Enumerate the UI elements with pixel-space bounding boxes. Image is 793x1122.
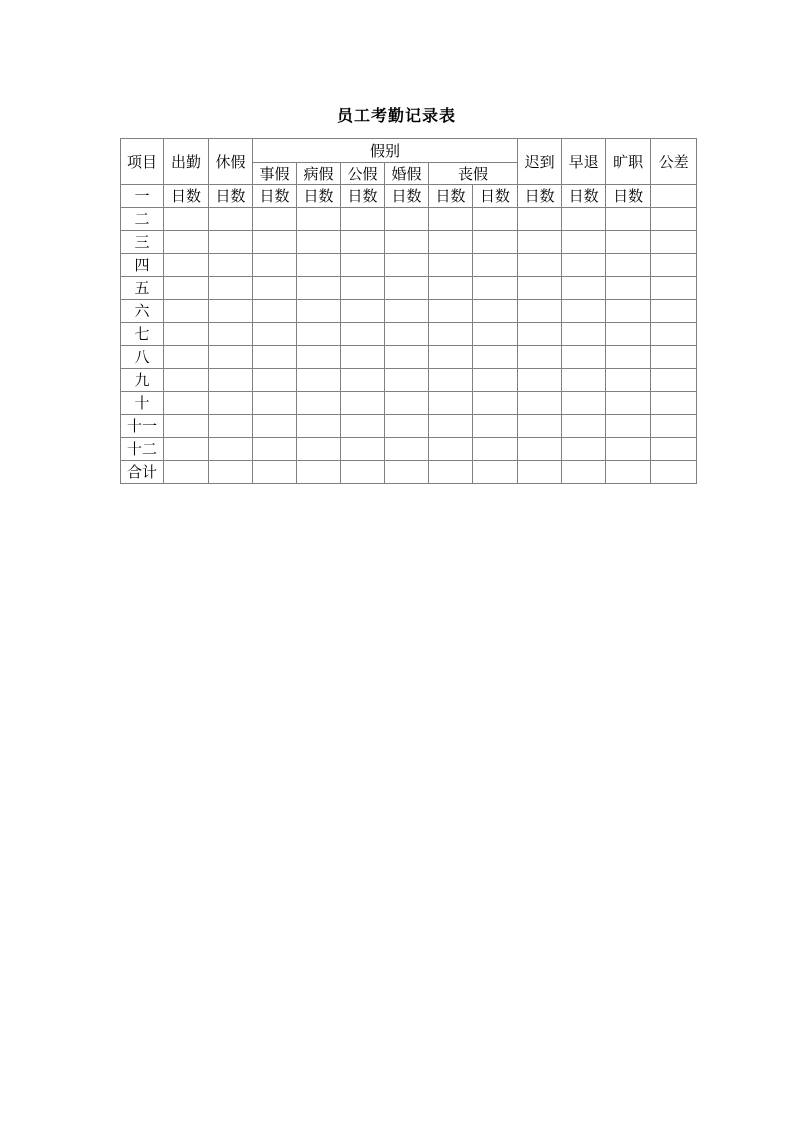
entry-cell[interactable] xyxy=(164,323,209,346)
entry-cell[interactable] xyxy=(253,254,297,277)
entry-cell[interactable] xyxy=(473,208,518,231)
entry-cell[interactable] xyxy=(473,300,518,323)
entry-cell[interactable] xyxy=(562,231,606,254)
entry-cell[interactable] xyxy=(341,438,385,461)
entry-cell[interactable] xyxy=(429,346,473,369)
unit-cell: 日数 xyxy=(341,185,385,208)
entry-cell[interactable] xyxy=(429,369,473,392)
entry-cell[interactable] xyxy=(164,300,209,323)
header-absent: 旷职 xyxy=(606,139,651,185)
empty-cell[interactable] xyxy=(651,185,697,208)
entry-cell[interactable] xyxy=(164,369,209,392)
entry-cell[interactable] xyxy=(341,346,385,369)
entry-cell[interactable] xyxy=(518,346,562,369)
entry-cell[interactable] xyxy=(209,323,253,346)
header-public-leave: 公假 xyxy=(341,163,385,185)
entry-cell[interactable] xyxy=(297,438,341,461)
entry-cell[interactable] xyxy=(651,323,697,346)
entry-cell[interactable] xyxy=(297,415,341,438)
table-title: 员工考勤记录表 xyxy=(336,106,456,125)
unit-cell: 日数 xyxy=(606,185,651,208)
entry-cell[interactable] xyxy=(518,392,562,415)
entry-cell[interactable] xyxy=(562,277,606,300)
entry-cell[interactable] xyxy=(606,300,651,323)
row-label: 八 xyxy=(121,346,164,369)
entry-cell[interactable] xyxy=(209,277,253,300)
entry-cell[interactable] xyxy=(518,231,562,254)
row-label: 一 xyxy=(121,185,164,208)
header-rest: 休假 xyxy=(209,139,253,185)
entry-cell[interactable] xyxy=(429,392,473,415)
header-business-trip: 公差 xyxy=(651,139,697,185)
entry-cell[interactable] xyxy=(473,277,518,300)
entry-cell[interactable] xyxy=(164,231,209,254)
entry-cell[interactable] xyxy=(385,369,429,392)
entry-cell[interactable] xyxy=(385,323,429,346)
entry-cell[interactable] xyxy=(651,208,697,231)
header-item: 项目 xyxy=(121,139,164,185)
entry-cell[interactable] xyxy=(473,461,518,484)
header-personal-leave: 事假 xyxy=(253,163,297,185)
entry-cell[interactable] xyxy=(341,300,385,323)
entry-cell[interactable] xyxy=(341,277,385,300)
row-label: 十 xyxy=(121,392,164,415)
unit-cell: 日数 xyxy=(562,185,606,208)
row-label: 十二 xyxy=(121,438,164,461)
entry-cell[interactable] xyxy=(651,438,697,461)
entry-cell[interactable] xyxy=(606,438,651,461)
entry-cell[interactable] xyxy=(164,346,209,369)
entry-cell[interactable] xyxy=(518,415,562,438)
row-label: 五 xyxy=(121,277,164,300)
entry-cell[interactable] xyxy=(429,461,473,484)
entry-cell[interactable] xyxy=(341,415,385,438)
entry-cell[interactable] xyxy=(209,461,253,484)
entry-cell[interactable] xyxy=(253,346,297,369)
row-label: 九 xyxy=(121,369,164,392)
entry-cell[interactable] xyxy=(209,346,253,369)
entry-cell[interactable] xyxy=(209,415,253,438)
entry-cell[interactable] xyxy=(606,392,651,415)
entry-cell[interactable] xyxy=(473,231,518,254)
entry-cell[interactable] xyxy=(651,415,697,438)
row-label: 七 xyxy=(121,323,164,346)
entry-cell[interactable] xyxy=(562,346,606,369)
entry-cell[interactable] xyxy=(385,254,429,277)
header-early-leave: 早退 xyxy=(562,139,606,185)
entry-cell[interactable] xyxy=(385,208,429,231)
entry-cell[interactable] xyxy=(209,300,253,323)
unit-cell: 日数 xyxy=(518,185,562,208)
row-label: 六 xyxy=(121,300,164,323)
entry-cell[interactable] xyxy=(297,231,341,254)
unit-cell: 日数 xyxy=(385,185,429,208)
entry-cell[interactable] xyxy=(341,369,385,392)
entry-cell[interactable] xyxy=(209,231,253,254)
table-row xyxy=(121,346,697,369)
entry-cell[interactable] xyxy=(562,415,606,438)
entry-cell[interactable] xyxy=(297,323,341,346)
unit-cell: 日数 xyxy=(164,185,209,208)
entry-cell[interactable] xyxy=(429,277,473,300)
entry-cell[interactable] xyxy=(473,438,518,461)
entry-cell[interactable] xyxy=(297,346,341,369)
entry-cell[interactable] xyxy=(518,461,562,484)
unit-cell: 日数 xyxy=(297,185,341,208)
table-row xyxy=(121,461,697,484)
entry-cell[interactable] xyxy=(606,323,651,346)
entry-cell[interactable] xyxy=(341,323,385,346)
entry-cell[interactable] xyxy=(562,323,606,346)
entry-cell[interactable] xyxy=(164,461,209,484)
entry-cell[interactable] xyxy=(341,392,385,415)
header-sick-leave: 病假 xyxy=(297,163,341,185)
entry-cell[interactable] xyxy=(562,254,606,277)
entry-cell[interactable] xyxy=(209,369,253,392)
unit-cell: 日数 xyxy=(429,185,473,208)
entry-cell[interactable] xyxy=(209,392,253,415)
entry-cell[interactable] xyxy=(562,438,606,461)
entry-cell[interactable] xyxy=(429,300,473,323)
entry-cell[interactable] xyxy=(606,461,651,484)
entry-cell[interactable] xyxy=(341,208,385,231)
entry-cell[interactable] xyxy=(253,300,297,323)
unit-row xyxy=(121,185,697,208)
unit-cell: 日数 xyxy=(253,185,297,208)
entry-cell[interactable] xyxy=(606,277,651,300)
entry-cell[interactable] xyxy=(518,323,562,346)
entry-cell[interactable] xyxy=(562,461,606,484)
entry-cell[interactable] xyxy=(209,254,253,277)
entry-cell[interactable] xyxy=(297,392,341,415)
entry-cell[interactable] xyxy=(651,392,697,415)
unit-cell: 日数 xyxy=(209,185,253,208)
entry-cell[interactable] xyxy=(297,369,341,392)
header-late: 迟到 xyxy=(518,139,562,185)
entry-cell[interactable] xyxy=(651,346,697,369)
entry-cell[interactable] xyxy=(651,254,697,277)
entry-cell[interactable] xyxy=(253,392,297,415)
table-row xyxy=(121,438,697,461)
entry-cell[interactable] xyxy=(473,415,518,438)
row-label: 合计 xyxy=(121,461,164,484)
entry-cell[interactable] xyxy=(385,346,429,369)
entry-cell[interactable] xyxy=(297,461,341,484)
entry-cell[interactable] xyxy=(253,323,297,346)
entry-cell[interactable] xyxy=(253,277,297,300)
entry-cell[interactable] xyxy=(253,369,297,392)
entry-cell[interactable] xyxy=(385,415,429,438)
entry-cell[interactable] xyxy=(473,323,518,346)
header-marriage-leave: 婚假 xyxy=(385,163,429,185)
header-attendance: 出勤 xyxy=(164,139,209,185)
entry-cell[interactable] xyxy=(253,415,297,438)
entry-cell[interactable] xyxy=(253,231,297,254)
entry-cell[interactable] xyxy=(429,323,473,346)
entry-cell[interactable] xyxy=(429,231,473,254)
entry-cell[interactable] xyxy=(164,392,209,415)
entry-cell[interactable] xyxy=(297,208,341,231)
entry-cell[interactable] xyxy=(606,208,651,231)
entry-cell[interactable] xyxy=(651,461,697,484)
entry-cell[interactable] xyxy=(606,346,651,369)
entry-cell[interactable] xyxy=(518,369,562,392)
table-row xyxy=(121,231,697,254)
entry-cell[interactable] xyxy=(473,346,518,369)
table-row xyxy=(121,415,697,438)
entry-cell[interactable] xyxy=(164,438,209,461)
entry-cell[interactable] xyxy=(429,438,473,461)
entry-cell[interactable] xyxy=(473,369,518,392)
entry-cell[interactable] xyxy=(651,277,697,300)
entry-cell[interactable] xyxy=(518,208,562,231)
entry-cell[interactable] xyxy=(473,392,518,415)
table-row xyxy=(121,208,697,231)
table-row xyxy=(121,277,697,300)
entry-cell[interactable] xyxy=(253,461,297,484)
entry-cell[interactable] xyxy=(164,254,209,277)
entry-cell[interactable] xyxy=(385,392,429,415)
entry-cell[interactable] xyxy=(297,254,341,277)
entry-cell[interactable] xyxy=(518,254,562,277)
header-leave-group: 假别 xyxy=(253,139,518,163)
table-row xyxy=(121,300,697,323)
entry-cell[interactable] xyxy=(253,208,297,231)
entry-cell[interactable] xyxy=(385,277,429,300)
row-label: 四 xyxy=(121,254,164,277)
data-rows xyxy=(121,208,697,484)
entry-cell[interactable] xyxy=(606,369,651,392)
attendance-table xyxy=(120,138,697,484)
table-row xyxy=(121,392,697,415)
entry-cell[interactable] xyxy=(164,277,209,300)
entry-cell[interactable] xyxy=(651,300,697,323)
entry-cell[interactable] xyxy=(297,277,341,300)
entry-cell[interactable] xyxy=(341,254,385,277)
entry-cell[interactable] xyxy=(429,208,473,231)
entry-cell[interactable] xyxy=(473,254,518,277)
entry-cell[interactable] xyxy=(606,415,651,438)
entry-cell[interactable] xyxy=(562,208,606,231)
entry-cell[interactable] xyxy=(518,300,562,323)
entry-cell[interactable] xyxy=(297,300,341,323)
entry-cell[interactable] xyxy=(562,300,606,323)
entry-cell[interactable] xyxy=(164,208,209,231)
entry-cell[interactable] xyxy=(606,254,651,277)
row-label: 十一 xyxy=(121,415,164,438)
table-row xyxy=(121,254,697,277)
entry-cell[interactable] xyxy=(341,461,385,484)
entry-cell[interactable] xyxy=(341,231,385,254)
entry-cell[interactable] xyxy=(518,438,562,461)
entry-cell[interactable] xyxy=(429,415,473,438)
entry-cell[interactable] xyxy=(429,254,473,277)
table-row xyxy=(121,369,697,392)
header-bereavement-leave: 丧假 xyxy=(429,163,518,185)
entry-cell[interactable] xyxy=(385,300,429,323)
entry-cell[interactable] xyxy=(164,415,209,438)
row-label: 三 xyxy=(121,231,164,254)
entry-cell[interactable] xyxy=(651,231,697,254)
entry-cell[interactable] xyxy=(562,369,606,392)
entry-cell[interactable] xyxy=(209,438,253,461)
entry-cell[interactable] xyxy=(253,438,297,461)
table-row xyxy=(121,323,697,346)
row-label: 二 xyxy=(121,208,164,231)
entry-cell[interactable] xyxy=(385,438,429,461)
entry-cell[interactable] xyxy=(562,392,606,415)
unit-cell: 日数 xyxy=(473,185,518,208)
header-row-top xyxy=(121,139,697,163)
entry-cell[interactable] xyxy=(518,277,562,300)
entry-cell[interactable] xyxy=(651,369,697,392)
entry-cell[interactable] xyxy=(385,231,429,254)
entry-cell[interactable] xyxy=(209,208,253,231)
entry-cell[interactable] xyxy=(385,461,429,484)
entry-cell[interactable] xyxy=(606,231,651,254)
